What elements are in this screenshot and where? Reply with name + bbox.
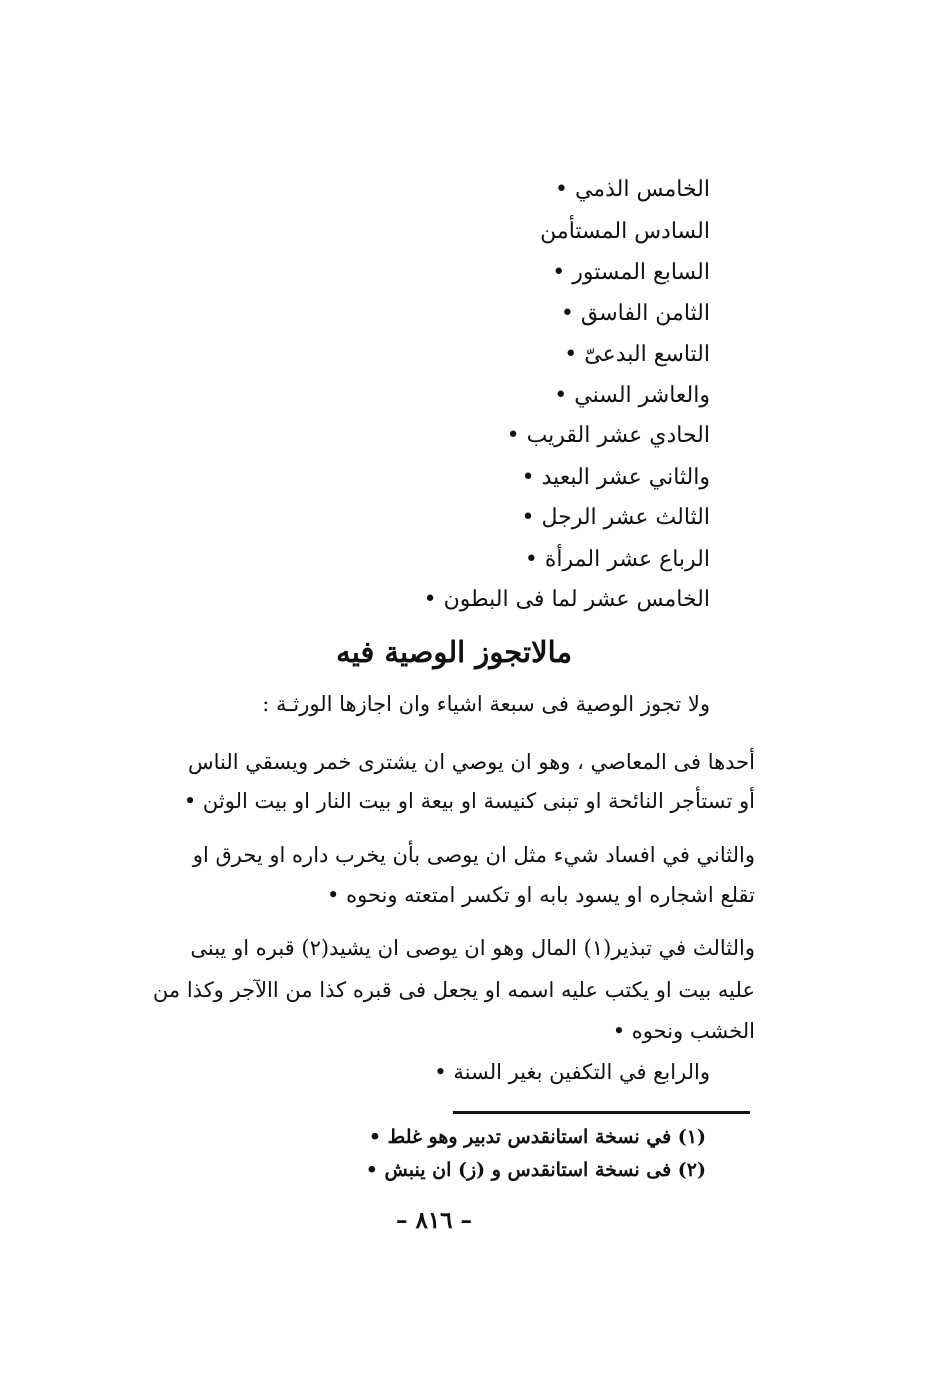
list-item: الثامن الفاسق • xyxy=(560,301,710,326)
intro-line: ولا تجوز الوصية فى سبعة اشياء وان اجازها الورثـة : xyxy=(262,692,710,716)
paragraph-line: تقلع اشجاره او يسود بابه او تكسر امتعته ونحوه • xyxy=(327,883,755,907)
list-item: السابع المستور • xyxy=(552,260,710,285)
paragraph-line: والثاني في افساد شيء مثل ان يوصى بأن يخرب داره او يحرق او xyxy=(192,843,755,867)
paragraph-line: الخشب ونحوه • xyxy=(612,1019,755,1043)
list-item: والثاني عشر البعيد • xyxy=(521,465,710,490)
paragraph-line: عليه بيت او يكتب عليه اسمه او يجعل فى قبره كذا من االآجر وكذا من xyxy=(152,978,755,1002)
list-item: الثالث عشر الرجل • xyxy=(521,505,710,530)
paragraph-line: أحدها فى المعاصي ، وهو ان يوصي ان يشترى خمر ويسقي الناس xyxy=(188,750,755,774)
list-item: الحادي عشر القريب • xyxy=(506,423,710,448)
footnote-divider xyxy=(453,1111,750,1114)
footnote: (٢) فى نسخة استانقدس و (ز) ان ينبش • xyxy=(365,1159,706,1181)
paragraph-line: أو تستأجر النائحة او تبنى كنيسة او بيعة او بيت النار او بيت الوثن • xyxy=(183,789,755,813)
list-item: الخامس عشر لما فى البطون • xyxy=(423,587,710,612)
list-item: الخامس الذمي • xyxy=(555,177,710,202)
paragraph-line: والثالث في تبذير(١) المال وهو ان يوصى ان يشيد(٢) قبره او يبنى xyxy=(190,936,755,960)
list-item: والعاشر السني • xyxy=(554,383,710,408)
list-item: التاسع البدعىّ • xyxy=(564,342,710,367)
paragraph-line: والرابع في التكفين بغير السنة • xyxy=(434,1060,710,1084)
section-heading: مالاتجوز الوصية فيه xyxy=(336,635,572,669)
list-item: السادس المستأمن xyxy=(540,219,710,244)
page-number: – ٨١٦ – xyxy=(395,1207,473,1234)
list-item: الرباع عشر المرأة • xyxy=(524,547,710,572)
footnote: (١) في نسخة استانقدس تدبير وهو غلط • xyxy=(368,1126,706,1148)
